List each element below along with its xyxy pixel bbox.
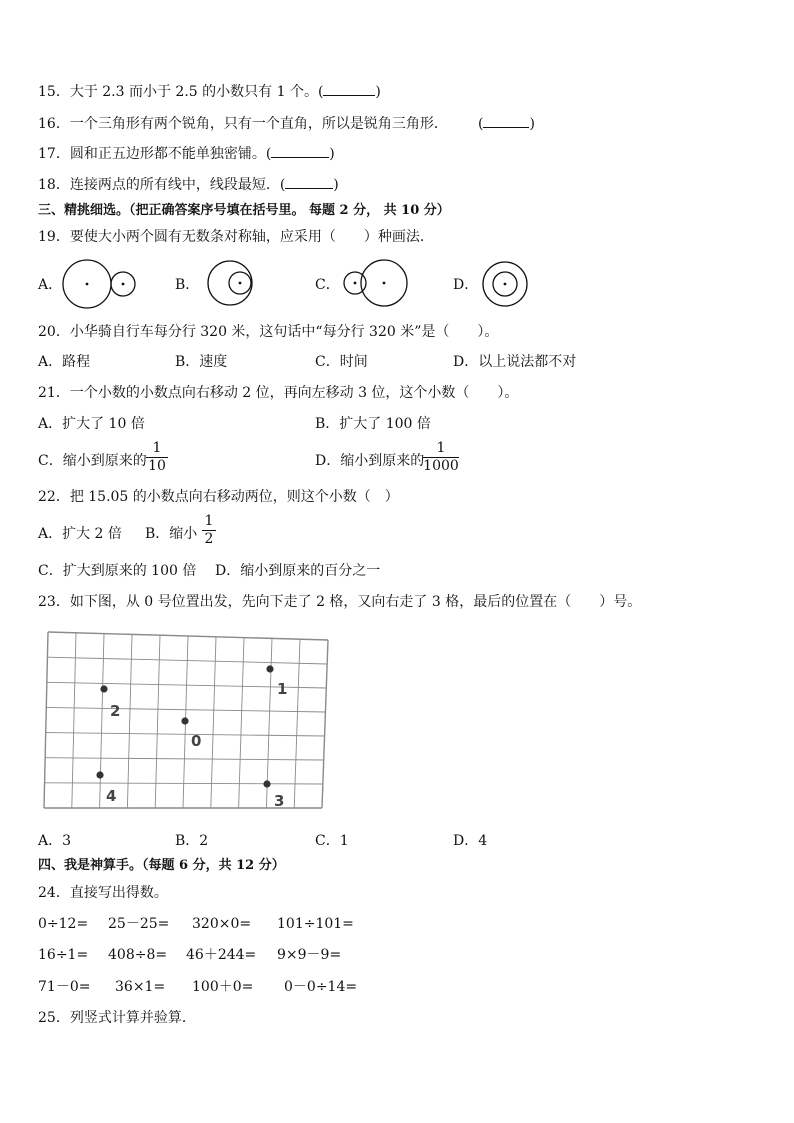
option-d[interactable]: D．缩小到原来的 [315, 453, 425, 469]
question-25-stem: 25．列竖式计算并验算． [38, 1010, 196, 1026]
fraction-one-thousandth: 1 1000 [423, 440, 459, 474]
option-c[interactable]: C．扩大到原来的 100 倍 [38, 563, 197, 579]
calc-item: 0－0÷14= [284, 979, 358, 995]
question-16 [38, 115, 448, 133]
option-b[interactable]: B． [175, 277, 200, 293]
calc-item: 320×0= [192, 916, 252, 932]
calc-item: 0÷12= [38, 916, 89, 932]
question-18-text: 18．连接两点的所有线中，线段最短．( [38, 177, 286, 193]
grid-label-0: 0 [191, 732, 202, 750]
option-a[interactable]: A．扩大了 10 倍 [38, 416, 145, 432]
option-a[interactable]: A．3 [38, 833, 72, 849]
option-b[interactable]: B．速度 [175, 354, 228, 370]
option-a[interactable]: A．路程 [38, 354, 91, 370]
option-a[interactable]: A．扩大 2 倍 [38, 526, 122, 542]
grid-point-1 [266, 665, 273, 672]
calc-item: 25－25= [108, 916, 170, 932]
question-17: 17．圆和正五边形都不能单独密铺。( ) [38, 146, 335, 162]
position-grid [42, 630, 332, 812]
section-3-heading: 三、精挑细选。（把正确答案序号填在括号里。 每题 2 分， 共 10 分） [38, 203, 450, 218]
question-16-text: 16．一个三角形有两个锐角，只有一个直角，所以是锐角三角形． [38, 116, 448, 132]
fraction-one-tenth: 1 10 [146, 440, 168, 475]
option-c[interactable]: C． [315, 277, 340, 293]
option-d[interactable]: D．以上说法都不对 [453, 354, 577, 370]
question-17-text: 17．圆和正五边形都不能单独密铺。( [38, 146, 272, 162]
option-a[interactable]: A． [38, 277, 63, 293]
calc-item: 46＋244= [186, 947, 257, 963]
option-d[interactable]: D．缩小到原来的百分之一 [215, 563, 381, 579]
circles-option-a [62, 258, 142, 310]
option-c[interactable]: C．1 [315, 833, 349, 849]
grid-label-4: 4 [106, 787, 117, 805]
question-20-stem: 20．小华骑自行车每分行 320 米，这句话中“每分行 320 米”是（ ）。 [38, 324, 499, 340]
grid-point-3 [263, 780, 270, 787]
circles-option-d [482, 260, 532, 310]
option-b[interactable]: B．扩大了 100 倍 [315, 416, 431, 432]
answer-blank[interactable] [323, 83, 375, 96]
question-15-text: 15．大于 2.3 而小于 2.5 的小数只有 1 个。( [38, 84, 324, 100]
option-d[interactable]: D． [453, 277, 479, 293]
option-b[interactable]: B．缩小 [145, 526, 198, 542]
grid-point-4 [96, 771, 103, 778]
option-c[interactable]: C．时间 [315, 354, 368, 370]
calc-item: 101÷101= [277, 916, 354, 932]
circles-option-c [342, 258, 412, 310]
answer-blank[interactable] [285, 176, 333, 189]
calc-item: 36×1= [115, 979, 166, 995]
calc-item: 100＋0= [192, 979, 254, 995]
question-19-stem: 19．要使大小两个圆有无数条对称轴，应采用（ ）种画法． [38, 229, 434, 245]
calc-item: 16÷1= [38, 947, 89, 963]
grid-point-0 [181, 717, 188, 724]
question-15: 15．大于 2.3 而小于 2.5 的小数只有 1 个。( ) [38, 84, 381, 100]
question-24-stem: 24．直接写出得数。 [38, 885, 168, 901]
answer-blank[interactable] [483, 115, 529, 128]
answer-blank[interactable] [271, 145, 329, 158]
calc-item: 71－0= [38, 979, 91, 995]
grid-label-2: 2 [110, 702, 121, 720]
option-d[interactable]: D．4 [453, 833, 488, 849]
question-22-stem: 22．把 15.05 的小数点向右移动两位，则这个小数（ ） [38, 489, 399, 505]
section-4-heading: 四、我是神算手。（每题 6 分，共 12 分） [38, 858, 285, 873]
grid-label-1: 1 [277, 680, 288, 698]
fraction-one-half: 1 2 [202, 513, 216, 548]
question-16-answer: ( ) [478, 116, 535, 132]
grid-point-2 [100, 685, 107, 692]
question-21-stem: 21．一个小数的小数点向右移动 2 位，再向左移动 3 位，这个小数（ ）。 [38, 385, 519, 401]
grid-label-3: 3 [274, 792, 285, 810]
option-b[interactable]: B．2 [175, 833, 209, 849]
question-23-stem: 23．如下图，从 0 号位置出发，先向下走了 2 格，又向右走了 3 格，最后的位置在（ ）号。 [38, 594, 642, 610]
calc-item: 9×9－9= [277, 947, 342, 963]
option-c[interactable]: C．缩小到原来的 [38, 453, 147, 469]
question-18: 18．连接两点的所有线中，线段最短．( ) [38, 177, 339, 193]
circles-option-b [206, 259, 262, 311]
calc-item: 408÷8= [108, 947, 168, 963]
